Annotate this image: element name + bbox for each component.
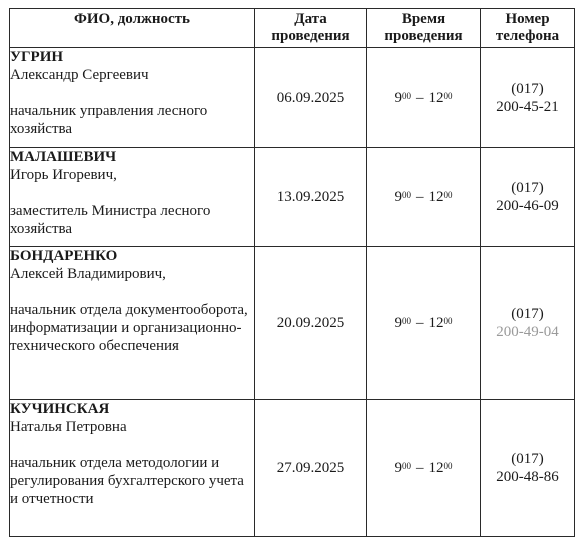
position: начальник отдела методологии и регулирования бухгалтерского учета и отчетности: [10, 455, 244, 507]
given-name: Игорь Игоревич,: [10, 167, 117, 183]
date-cell: 06.09.2025: [255, 48, 367, 148]
date-cell: 13.09.2025: [255, 148, 367, 247]
table-row: [10, 148, 575, 247]
surname: УГРИН: [10, 49, 64, 65]
reception-schedule-table: [9, 8, 575, 537]
given-name: Алексей Владимирович,: [10, 266, 166, 282]
phone-code: (017): [511, 451, 544, 467]
header-phone: Номер телефона: [481, 9, 575, 48]
time-start-minutes: 00: [402, 90, 411, 101]
phone-cell: [481, 148, 575, 247]
phone-code: (017): [511, 180, 544, 196]
surname: КУЧИНСКАЯ: [10, 401, 110, 417]
person-cell: [10, 247, 255, 400]
table-row: [10, 247, 575, 400]
time-end-minutes: 00: [443, 316, 453, 326]
time-cell: $9^{00} - 12^{00}$: [367, 148, 481, 247]
surname: БОНДАРЕНКО: [10, 248, 118, 264]
header-name-position: ФИО, должность: [10, 9, 255, 48]
position: заместитель Министра лесного хозяйства: [10, 203, 211, 237]
position: начальник отдела документооборота, информатизации и организационно-технического обеспечения: [10, 302, 248, 354]
date-cell: 20.09.2025: [255, 247, 367, 400]
surname: МАЛАШЕВИЧ: [10, 149, 117, 165]
table-row: [10, 48, 575, 148]
person-cell: [10, 148, 255, 247]
time-start-minutes: 00: [402, 316, 411, 326]
phone-cell: [481, 48, 575, 148]
time-start-hour: 9: [394, 315, 402, 331]
time-start-hour: 9: [394, 460, 402, 476]
header-time: Время проведения: [367, 9, 481, 48]
given-name: Александр Сергеевич: [10, 67, 149, 83]
time-end-hour: 12: [428, 89, 444, 106]
time-start-minutes: 00: [402, 190, 411, 200]
phone-number: 200-46-09: [496, 198, 559, 214]
date-cell: 27.09.2025: [255, 400, 367, 537]
phone-cell: [481, 400, 575, 537]
time-end-minutes: 00: [443, 461, 453, 471]
phone-code: (017): [511, 306, 544, 322]
person-cell: [10, 48, 255, 148]
phone-number: 200-49-04: [496, 324, 559, 340]
time-end-hour: 12: [428, 460, 444, 476]
phone-number: 200-48-86: [496, 469, 559, 485]
time-cell: $9^{00} - 12^{00}$: [367, 247, 481, 400]
table-row: [10, 400, 575, 537]
time-cell: $9^{00} - 12^{00}$: [367, 48, 481, 148]
time-end-hour: 12: [428, 189, 444, 205]
time-cell: $9^{00} - 12^{00}$: [367, 400, 481, 537]
phone-number: 200-45-21: [496, 98, 559, 115]
time-start-hour: 9: [394, 189, 402, 205]
time-end-hour: 12: [428, 315, 444, 331]
phone-cell: [481, 247, 575, 400]
person-cell: [10, 400, 255, 537]
time-end-minutes: 00: [443, 190, 453, 200]
header-date: Дата проведения: [255, 9, 367, 48]
time-start-hour: 9: [394, 89, 402, 106]
phone-code: (017): [511, 80, 544, 97]
time-start-minutes: 00: [402, 461, 411, 471]
time-end-minutes: 00: [443, 90, 453, 101]
table-header-row: [10, 9, 575, 48]
given-name: Наталья Петровна: [10, 419, 127, 435]
position: начальник управления лесного хозяйства: [10, 103, 208, 137]
